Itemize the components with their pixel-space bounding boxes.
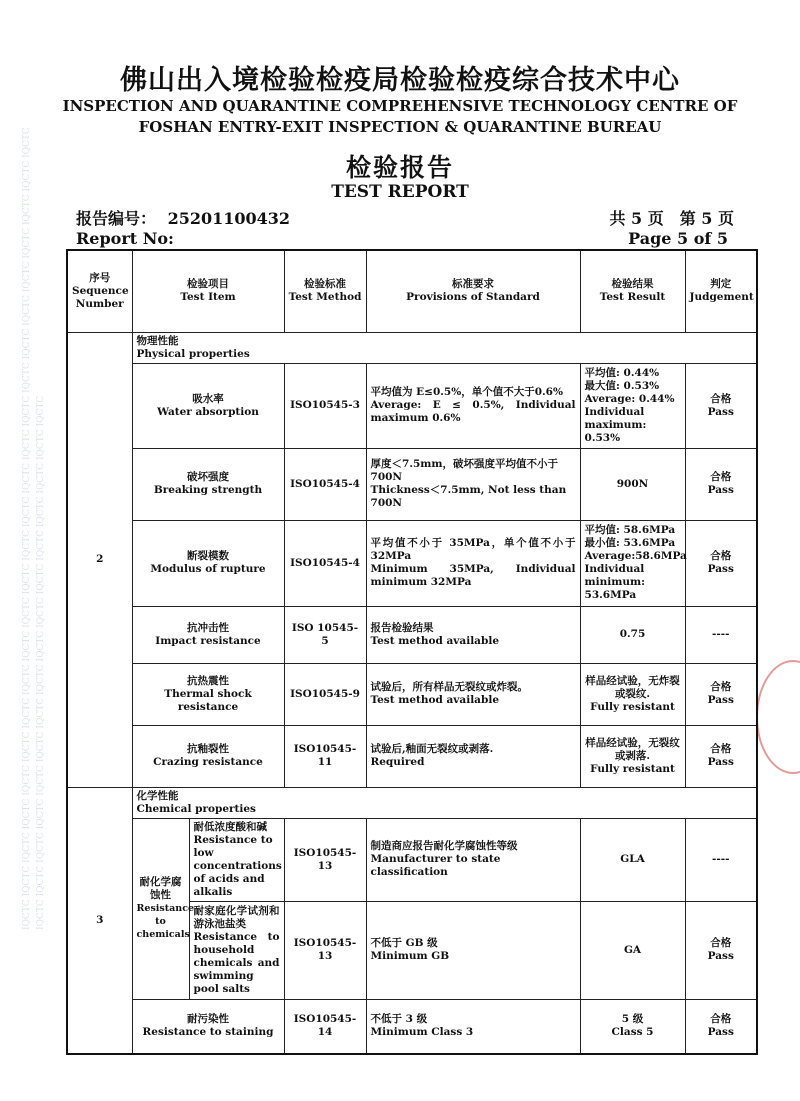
result-line: 0.75 <box>619 628 646 640</box>
table-row <box>67 520 757 606</box>
judgement <box>685 725 757 787</box>
result-line: Fully resistant <box>590 700 675 713</box>
test-item <box>189 901 284 999</box>
test-method: ISO10545-4 <box>284 448 366 520</box>
standard-provision <box>366 999 580 1054</box>
report-number-value: 25201100432 <box>167 209 291 228</box>
header-method-en: Test Method <box>288 291 362 304</box>
section-title-en: Physical properties <box>136 347 250 360</box>
test-item-cn: 抗釉裂性 <box>187 743 229 755</box>
standard-cn: 制造商应报告耐化学腐蚀性等级 <box>370 840 518 852</box>
section-number: 2 <box>67 332 132 787</box>
header-result <box>580 250 685 332</box>
test-method: ISO 10545-5 <box>284 606 366 663</box>
table-row <box>67 663 757 725</box>
section-title-en: Chemical properties <box>136 802 256 815</box>
test-item <box>132 663 284 725</box>
report-number <box>76 206 290 229</box>
test-method: ISO10545-9 <box>284 663 366 725</box>
test-item <box>132 999 284 1054</box>
judgement <box>685 901 757 999</box>
judgement-cn: 合格 <box>710 1013 732 1026</box>
test-result <box>580 999 685 1054</box>
test-result <box>580 520 685 606</box>
section-title-cn: 化学性能 <box>136 789 179 802</box>
judgement-cn: 合格 <box>710 550 732 562</box>
header-result-en: Test Result <box>599 291 666 304</box>
result-line: Class 5 <box>611 1026 654 1039</box>
standard-en: Test method available <box>370 634 499 647</box>
header-seq-en1: Sequence <box>72 284 129 297</box>
section-number: 3 <box>67 787 132 1054</box>
security-watermark: IQCTC IQCTC IQCTC IQCTC IQCTC IQCTC IQCTC IQCTC IQCTC IQCTC IQCTC IQCTC IQCTC IQCTC IQCTC IQCTC IQCTC IQCTC IQCTC IQCTC IQCTC IQCTC IQCTC IQCTC IQCTC IQCTC IQCTC IQCTC IQCTC IQCTC IQCTC IQCTC IQCTC IQCTC IQCTC IQCTC IQCTC IQCTC IQCTC IQCTC <box>22 127 46 930</box>
page-count-cn: 共 5 页 第 5 页 <box>609 209 734 228</box>
seal-stamp <box>756 660 800 774</box>
test-result <box>580 363 685 448</box>
judgement-en: Pass <box>707 563 734 575</box>
test-item-cn: 耐低浓度酸和碱 <box>193 820 267 833</box>
section-title-row <box>67 787 757 818</box>
standard-en: Thickness＜7.5mm, Not less than 700N <box>370 484 567 509</box>
table-row <box>67 818 757 901</box>
result-line: GLA <box>620 853 645 865</box>
header-judgement-en: Judgement <box>689 291 754 304</box>
standard-cn: 试验后,釉面无裂纹或剥落. <box>370 743 494 755</box>
test-results-table <box>66 249 758 1055</box>
test-item <box>132 448 284 520</box>
section-title <box>132 787 757 818</box>
standard-provision <box>366 725 580 787</box>
judgement <box>685 663 757 725</box>
test-item <box>189 818 284 901</box>
judgement-cn: ---- <box>712 628 730 640</box>
org-name-cn: 佛山出入境检验检疫局检验检疫综合技术中心 <box>120 65 680 96</box>
standard-en: Minimum GB <box>370 950 450 962</box>
standard-provision <box>366 818 580 901</box>
result-line: Individual minimum: 53.6MPa <box>584 563 645 601</box>
standard-provision <box>366 901 580 999</box>
result-line: Fully resistant <box>590 762 675 775</box>
test-item <box>132 363 284 448</box>
standard-provision <box>366 606 580 663</box>
judgement-en: Pass <box>707 756 734 768</box>
standard-provision <box>366 363 580 448</box>
test-method: ISO10545-14 <box>284 999 366 1054</box>
judgement <box>685 520 757 606</box>
table-header-row <box>67 250 757 332</box>
test-result <box>580 725 685 787</box>
standard-en: Manufacturer to state classification <box>370 853 501 878</box>
standard-cn: 平均值不小于 35MPa，单个值不小于32MPa <box>370 537 576 562</box>
result-line: 900N <box>616 477 649 490</box>
test-method: ISO10545-13 <box>284 901 366 999</box>
judgement <box>685 606 757 663</box>
report-title-en: TEST REPORT <box>331 182 469 202</box>
section-title-row <box>67 332 757 363</box>
test-result <box>580 818 685 901</box>
standard-en: Required <box>370 756 425 768</box>
header-seq-cn: 序号 <box>89 271 111 284</box>
report-title-cn: 检验报告 <box>345 153 454 182</box>
page-count-en: Page 5 of 5 <box>628 229 728 248</box>
test-result <box>580 606 685 663</box>
header-item <box>132 250 284 332</box>
test-item <box>132 606 284 663</box>
test-item-cn: 破坏强度 <box>187 471 229 483</box>
test-result <box>580 901 685 999</box>
header-judgement <box>685 250 757 332</box>
test-item-en: Impact resistance <box>155 634 261 647</box>
result-line: 平均值: 0.44% <box>584 366 660 379</box>
standard-en: Average: E ≤ 0.5%, Individual maximum 0.6% <box>370 399 576 424</box>
standard-cn: 厚度＜7.5mm，破坏强度平均值不小于700N <box>370 458 559 483</box>
standard-en: Minimum Class 3 <box>370 1026 474 1039</box>
test-item-en: Thermal shock resistance <box>164 687 252 713</box>
test-item-cn: 抗冲击性 <box>187 621 229 634</box>
judgement-en: Pass <box>707 950 734 962</box>
judgement-en: Pass <box>707 1026 734 1039</box>
table-row <box>67 725 757 787</box>
result-line: Average: 0.44% <box>584 392 675 405</box>
test-method: ISO10545-3 <box>284 363 366 448</box>
result-line: 平均值: 58.6MPa <box>584 524 676 536</box>
header-standard-en: Provisions of Standard <box>406 291 540 304</box>
test-item <box>132 520 284 606</box>
test-item-en: Modulus of rupture <box>150 563 266 575</box>
header-item-en: Test Item <box>180 291 236 304</box>
table-row <box>67 606 757 663</box>
standard-cn: 报告检验结果 <box>370 621 434 634</box>
org-name-en-line1: INSPECTION AND QUARANTINE COMPREHENSIVE TECHNOLOGY CENTRE OF <box>62 97 738 115</box>
header-judgement-cn: 判定 <box>710 278 732 291</box>
standard-provision <box>366 520 580 606</box>
result-line: 最小值: 53.6MPa <box>584 537 676 549</box>
org-name-en-line2: FOSHAN ENTRY-EXIT INSPECTION & QUARANTINE BUREAU <box>138 118 662 136</box>
chemical-group-label <box>132 818 195 999</box>
header-seq-en2: Number <box>75 297 124 310</box>
result-line: Individual maximum: 0.53% <box>584 405 647 444</box>
section-title-cn: 物理性能 <box>136 334 179 347</box>
test-result <box>580 448 685 520</box>
standard-cn: 试验后，所有样品无裂纹或炸裂。 <box>370 681 529 693</box>
test-item-en: Resistance to low concentrations of acids and alkalis <box>193 833 282 898</box>
judgement-cn: 合格 <box>710 471 732 483</box>
header-item-cn: 检验项目 <box>187 278 229 291</box>
judgement-en: Pass <box>707 484 734 496</box>
standard-en: Test method available <box>370 694 499 706</box>
section-title <box>132 332 757 363</box>
header-method-cn: 检验标准 <box>304 278 347 291</box>
header-standard-cn: 标准要求 <box>452 278 495 291</box>
judgement-en: Pass <box>707 405 734 418</box>
standard-en: Minimum 35MPa, Individual minimum 32MPa <box>370 563 576 588</box>
test-item-cn: 吸水率 <box>192 392 224 405</box>
header-standard <box>366 250 580 332</box>
header-method <box>284 250 366 332</box>
report-number-label-cn: 报告编号： <box>76 209 157 228</box>
standard-provision <box>366 448 580 520</box>
test-item-en: Crazing resistance <box>153 756 263 768</box>
judgement-cn: 合格 <box>710 743 732 755</box>
standard-cn: 不低于 GB 级 <box>370 937 438 949</box>
judgement-cn: 合格 <box>710 392 732 405</box>
judgement-en: Pass <box>707 694 734 706</box>
standard-cn: 不低于 3 级 <box>370 1013 428 1026</box>
report-number-label-en: Report No: <box>76 229 174 248</box>
test-method: ISO10545-4 <box>284 520 366 606</box>
judgement <box>685 363 757 448</box>
test-result <box>580 663 685 725</box>
judgement <box>685 818 757 901</box>
test-item-en: Resistance to household chemicals and swimming pool salts <box>193 930 280 995</box>
result-line: 样品经试验，无炸裂或裂纹. <box>585 674 680 700</box>
result-line: 5 级 <box>621 1013 644 1026</box>
standard-cn: 平均值为 E≤0.5%，单个值不大于0.6% <box>370 386 563 398</box>
test-method: ISO10545-13 <box>284 818 366 901</box>
result-line: Average:58.6MPa <box>584 550 687 562</box>
header-result-cn: 检验结果 <box>611 278 654 291</box>
judgement-cn: 合格 <box>710 937 732 949</box>
test-item-en: Water absorption <box>157 405 259 418</box>
table-row <box>67 999 757 1054</box>
test-item-cn: 耐家庭化学试剂和游泳池盐类 <box>193 904 280 930</box>
test-item-en: Breaking strength <box>153 484 263 496</box>
result-line: 样品经试验，无裂纹或剥落. <box>585 736 680 762</box>
group-label-cn: 耐化学腐蚀性 <box>139 876 182 901</box>
table-row <box>67 363 757 448</box>
result-line: GA <box>623 943 642 956</box>
judgement-cn: 合格 <box>710 681 732 693</box>
standard-provision <box>366 663 580 725</box>
judgement <box>685 448 757 520</box>
judgement <box>685 999 757 1054</box>
header-seq <box>67 250 132 332</box>
table-row <box>67 448 757 520</box>
test-item-cn: 断裂模数 <box>187 550 229 562</box>
judgement-cn: ---- <box>712 853 730 865</box>
result-line: 最大值: 0.53% <box>584 379 660 392</box>
test-item-cn: 耐污染性 <box>187 1013 229 1026</box>
test-method: ISO10545-11 <box>284 725 366 787</box>
test-item-en: Resistance to staining <box>142 1026 274 1039</box>
test-item <box>132 725 284 787</box>
test-item-cn: 抗热震性 <box>187 674 229 687</box>
group-label-en: Resistance to chemicals <box>136 903 195 940</box>
